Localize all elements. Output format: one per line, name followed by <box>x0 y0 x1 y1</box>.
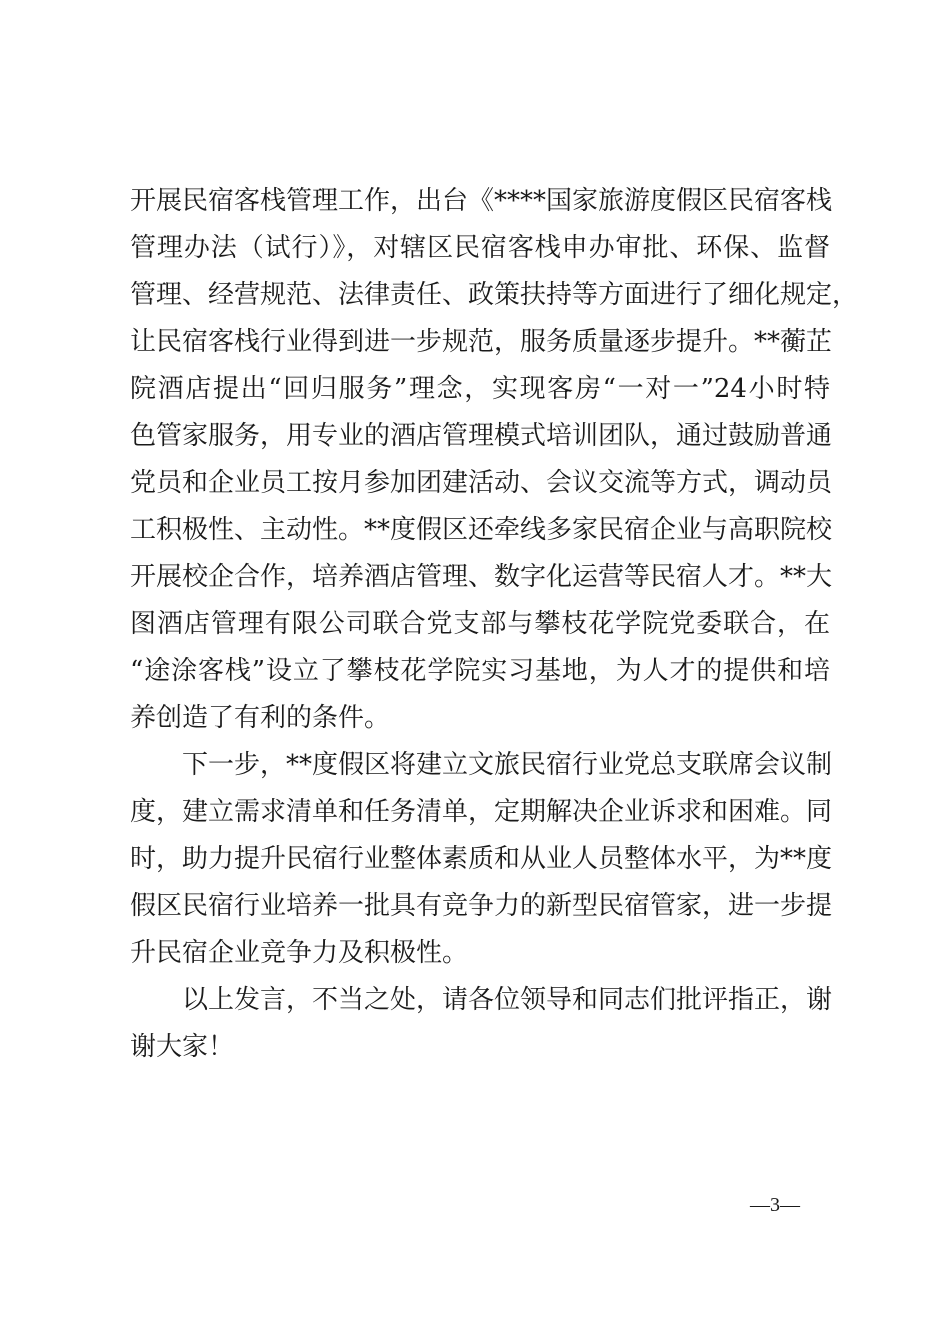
paragraph-2-line-3: 时，助力提升民宿行业整体素质和从业人员整体水平，为**度 <box>130 844 833 874</box>
paragraph-2-line-1: 下一步，**度假区将建立文旅民宿行业党总支联席会议制 <box>130 750 833 780</box>
paragraph-1-line-4: 让民宿客栈行业得到进一步规范，服务质量逐步提升。**蘅芷 <box>130 327 833 357</box>
paragraph-1-line-6: 色管家服务，用专业的酒店管理模式培训团队，通过鼓励普通 <box>130 421 833 451</box>
paragraph-1-line-11: “途涂客栈”设立了攀枝花学院实习基地，为人才的提供和培 <box>130 656 830 686</box>
paragraph-3-line-1: 以上发言，不当之处，请各位领导和同志们批评指正，谢 <box>130 985 833 1015</box>
paragraph-1-line-12: 养创造了有利的条件。 <box>130 703 391 733</box>
paragraph-1-line-10: 图酒店管理有限公司联合党支部与攀枝花学院党委联合，在 <box>130 609 830 639</box>
paragraph-1-line-5: 院酒店提出“回归服务”理念，实现客房“一对一”24小时特 <box>130 374 830 404</box>
paragraph-2-line-4: 假区民宿行业培养一批具有竞争力的新型民宿管家，进一步提 <box>130 891 833 921</box>
paragraph-1-line-9: 开展校企合作，培养酒店管理、数字化运营等民宿人才。**大 <box>130 562 833 592</box>
paragraph-2-line-5: 升民宿企业竞争力及积极性。 <box>130 938 469 968</box>
paragraph-1-line-3: 管理、经营规范、法律责任、政策扶持等方面进行了细化规定， <box>130 280 859 310</box>
paragraph-2-line-2: 度，建立需求清单和任务清单，定期解决企业诉求和困难。同 <box>130 797 833 827</box>
paragraph-1-line-1: 开展民宿客栈管理工作，出台《****国家旅游度假区民宿客栈 <box>130 186 833 216</box>
paragraph-3-line-2: 谢大家！ <box>130 1032 235 1062</box>
page-number: —3— <box>750 1194 800 1216</box>
paragraph-1-line-7: 党员和企业员工按月参加团建活动、会议交流等方式，调动员 <box>130 468 833 498</box>
document-body <box>130 178 859 1071</box>
paragraph-1-line-8: 工积极性、主动性。**度假区还牵线多家民宿企业与高职院校 <box>130 515 833 545</box>
paragraph-1-line-2: 管理办法（试行）》，对辖区民宿客栈申办审批、环保、监督 <box>130 233 830 263</box>
